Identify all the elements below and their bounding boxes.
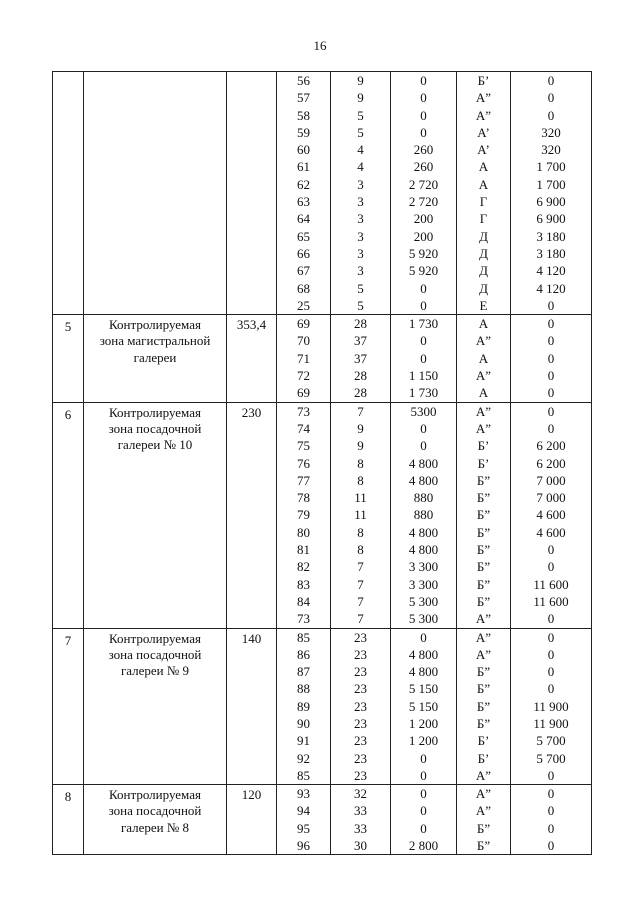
- value-b-cell: 0: [547, 664, 555, 680]
- value-a-cell: 1 730: [408, 385, 439, 401]
- value-b-column: [511, 785, 592, 855]
- value-a-cell: 0: [420, 124, 427, 140]
- zone-letter-cell: Б”: [476, 664, 491, 680]
- section-area: 140: [227, 628, 277, 785]
- zone-letter-cell: Д: [479, 263, 488, 279]
- value-a-cell: 260: [413, 142, 434, 158]
- section-name-line: зона посадочной: [108, 646, 202, 662]
- value-a-cell: 1 200: [408, 715, 439, 731]
- section-name-line: зона посадочной: [108, 420, 202, 436]
- point-number-cell: 86: [297, 646, 310, 662]
- zone-letter-cell: А: [478, 385, 489, 401]
- section-area: 120: [227, 785, 277, 855]
- value-a-cell: 5 300: [408, 611, 439, 627]
- point-count-cell: 3: [357, 245, 364, 261]
- value-a-cell: 0: [420, 786, 427, 802]
- zone-letter-cell: А”: [475, 403, 492, 419]
- value-b-cell: 0: [547, 542, 555, 558]
- value-a-cell: 4 800: [408, 524, 439, 540]
- value-b-cell: 320: [541, 142, 561, 158]
- zone-letter-cell: Б”: [476, 681, 491, 697]
- zone-letter-cell: Б’: [477, 73, 490, 88]
- value-a-cell: 0: [420, 280, 427, 296]
- point-number-cell: 67: [297, 263, 310, 279]
- section-name: [84, 72, 227, 315]
- point-number-cell: 84: [297, 593, 310, 609]
- value-b-cell: 4 120: [536, 280, 566, 296]
- zone-letter-cell: А”: [475, 786, 492, 802]
- zone-letter-cell: Б’: [477, 438, 490, 454]
- point-number-cell: 63: [297, 194, 310, 210]
- point-count-column: [331, 72, 391, 315]
- value-a-cell: 4 800: [408, 455, 439, 471]
- point-count-column: [331, 402, 391, 628]
- point-number-cell: 87: [297, 664, 310, 680]
- point-count-cell: 3: [357, 194, 364, 210]
- point-count-cell: 9: [357, 420, 364, 436]
- value-a-cell: 0: [420, 297, 427, 313]
- section-row: [53, 628, 592, 785]
- value-b-cell: 0: [547, 385, 555, 401]
- point-count-cell: 28: [354, 316, 367, 332]
- zone-letter-cell: Б’: [477, 455, 490, 471]
- zone-letter-cell: Б”: [476, 490, 491, 506]
- point-count-cell: 4: [357, 159, 364, 175]
- point-count-cell: 28: [354, 385, 367, 401]
- value-b-cell: 0: [547, 786, 555, 802]
- value-a-cell: 0: [420, 438, 427, 454]
- zone-letter-column: [457, 72, 511, 315]
- zone-letter-cell: Б”: [476, 559, 491, 575]
- zone-letter-cell: Г: [479, 194, 488, 210]
- value-a-cell: 260: [413, 159, 434, 175]
- zone-letter-cell: А: [478, 159, 489, 175]
- point-number-cell: 78: [297, 490, 310, 506]
- zone-letter-cell: А”: [475, 333, 492, 349]
- point-number-cell: 80: [297, 524, 310, 540]
- point-number-cell: 64: [297, 211, 310, 227]
- point-number-cell: 75: [297, 438, 310, 454]
- value-b-cell: 0: [547, 420, 555, 436]
- zone-letter-cell: Б”: [476, 576, 491, 592]
- value-b-cell: 320: [541, 124, 561, 140]
- section-name: [84, 402, 227, 628]
- value-a-cell: 1 730: [408, 316, 439, 332]
- value-b-cell: 6 200: [536, 455, 566, 471]
- value-a-cell: 5 300: [408, 593, 439, 609]
- value-a-cell: 5 150: [408, 681, 439, 697]
- point-number-cell: 77: [297, 472, 310, 488]
- point-number-cell: 25: [297, 297, 310, 313]
- point-count-cell: 9: [357, 90, 364, 106]
- point-count-column: [331, 785, 391, 855]
- value-a-cell: 4 800: [408, 542, 439, 558]
- value-b-cell: 0: [547, 629, 555, 645]
- point-number-cell: 57: [297, 90, 310, 106]
- point-number-cell: 82: [297, 559, 310, 575]
- value-a-cell: 0: [420, 803, 427, 819]
- section-name-line: Контролируемая: [109, 317, 201, 333]
- section-row: [53, 72, 592, 315]
- section-name: [84, 628, 227, 785]
- point-count-cell: 23: [354, 715, 367, 731]
- value-b-cell: 0: [547, 368, 555, 384]
- value-a-cell: 5300: [410, 403, 437, 419]
- section-number: 8: [53, 785, 84, 855]
- value-a-cell: 0: [420, 767, 427, 783]
- point-count-cell: 28: [354, 368, 367, 384]
- point-count-cell: 23: [354, 750, 367, 766]
- point-number-cell: 71: [297, 350, 310, 366]
- value-a-column: [391, 785, 457, 855]
- section-number: [53, 72, 84, 315]
- section-name-line: галереи № 8: [120, 819, 190, 835]
- section-number: 7: [53, 628, 84, 785]
- value-a-cell: 0: [420, 820, 427, 836]
- point-count-cell: 11: [354, 490, 367, 506]
- value-a-cell: 0: [420, 333, 427, 349]
- page-number: 16: [313, 38, 327, 53]
- zone-letter-cell: А”: [475, 646, 492, 662]
- point-number-cell: 89: [297, 698, 310, 714]
- zone-letter-cell: Д: [479, 228, 488, 244]
- zone-letter-cell: А”: [475, 107, 492, 123]
- value-b-cell: 0: [547, 73, 555, 88]
- zone-letter-cell: А’: [477, 142, 490, 158]
- point-count-cell: 8: [357, 524, 364, 540]
- point-number-column: [277, 785, 331, 855]
- value-a-column: [391, 628, 457, 785]
- value-b-cell: 7 000: [536, 490, 566, 506]
- zone-letter-cell: Б”: [476, 507, 491, 523]
- point-number-cell: 81: [297, 542, 310, 558]
- value-a-cell: 200: [413, 211, 434, 227]
- zone-letter-cell: Б”: [476, 838, 491, 854]
- coordinates-table: [52, 71, 592, 855]
- section-number: 6: [53, 402, 84, 628]
- point-count-cell: 5: [357, 280, 364, 296]
- point-count-cell: 23: [354, 664, 367, 680]
- point-number-cell: 83: [297, 576, 310, 592]
- point-count-cell: 7: [357, 576, 364, 592]
- point-number-cell: 69: [297, 316, 310, 332]
- value-a-cell: 1 200: [408, 733, 439, 749]
- point-number-cell: 88: [297, 681, 310, 697]
- value-a-cell: 4 800: [408, 646, 439, 662]
- point-count-cell: 11: [354, 507, 367, 523]
- value-b-cell: 6 900: [536, 194, 566, 210]
- value-b-cell: 0: [547, 316, 555, 332]
- section-number: 5: [53, 315, 84, 402]
- point-number-cell: 73: [297, 611, 310, 627]
- zone-letter-cell: Б”: [476, 542, 491, 558]
- point-number-cell: 90: [297, 715, 310, 731]
- value-a-cell: 3 300: [408, 559, 439, 575]
- value-a-cell: 0: [420, 629, 427, 645]
- point-count-cell: 3: [357, 176, 364, 192]
- section-name-line: зона посадочной: [108, 803, 202, 819]
- section-name-line: галереи № 10: [117, 437, 193, 453]
- point-number-cell: 85: [297, 629, 310, 645]
- value-b-cell: 3 180: [536, 228, 566, 244]
- zone-letter-cell: Б”: [476, 472, 491, 488]
- value-a-cell: 880: [413, 507, 434, 523]
- point-number-cell: 66: [297, 245, 310, 261]
- point-number-cell: 95: [297, 820, 310, 836]
- point-count-cell: 3: [357, 228, 364, 244]
- point-number-cell: 65: [297, 228, 310, 244]
- point-number-cell: 70: [297, 333, 310, 349]
- point-number-cell: 56: [297, 73, 310, 88]
- point-count-cell: 23: [354, 733, 367, 749]
- value-b-cell: 11 600: [533, 576, 569, 592]
- zone-letter-cell: Е: [479, 297, 488, 313]
- point-number-cell: 91: [297, 733, 310, 749]
- point-number-cell: 93: [297, 786, 310, 802]
- point-number-cell: 73: [297, 403, 310, 419]
- point-number-cell: 92: [297, 750, 310, 766]
- point-count-cell: 8: [357, 542, 364, 558]
- point-count-cell: 33: [354, 803, 367, 819]
- point-number-cell: 59: [297, 124, 310, 140]
- zone-letter-cell: А: [478, 176, 489, 192]
- value-a-cell: 4 800: [408, 664, 439, 680]
- point-number-column: [277, 628, 331, 785]
- value-b-cell: 0: [547, 820, 555, 836]
- value-a-cell: 3 300: [408, 576, 439, 592]
- point-number-column: [277, 315, 331, 402]
- point-number-cell: 58: [297, 107, 310, 123]
- point-count-cell: 8: [357, 472, 364, 488]
- value-b-cell: 0: [547, 107, 555, 123]
- value-b-cell: 4 600: [536, 524, 566, 540]
- zone-letter-cell: А: [478, 350, 489, 366]
- value-b-cell: 0: [547, 611, 555, 627]
- value-a-cell: 0: [420, 420, 427, 436]
- point-number-cell: 76: [297, 455, 310, 471]
- value-b-cell: 4 120: [536, 263, 566, 279]
- point-count-cell: 7: [357, 403, 364, 419]
- value-b-cell: 4 600: [536, 507, 566, 523]
- zone-letter-cell: А”: [475, 629, 492, 645]
- value-b-cell: 0: [547, 646, 555, 662]
- point-count-cell: 7: [357, 593, 364, 609]
- value-b-column: [511, 402, 592, 628]
- point-count-cell: 4: [357, 142, 364, 158]
- table-body: [53, 72, 592, 855]
- value-a-cell: 1 150: [408, 368, 439, 384]
- value-a-cell: 2 720: [408, 176, 439, 192]
- section-name: [84, 785, 227, 855]
- value-b-cell: 0: [547, 403, 555, 419]
- section-area: [227, 72, 277, 315]
- zone-letter-column: [457, 315, 511, 402]
- value-a-cell: 0: [420, 750, 427, 766]
- value-b-cell: 0: [547, 767, 555, 783]
- point-count-cell: 23: [354, 629, 367, 645]
- point-number-column: [277, 402, 331, 628]
- zone-letter-column: [457, 785, 511, 855]
- zone-letter-cell: А”: [475, 803, 492, 819]
- zone-letter-cell: Б’: [477, 750, 490, 766]
- point-count-column: [331, 628, 391, 785]
- zone-letter-cell: Б”: [476, 524, 491, 540]
- section-name-line: Контролируемая: [109, 404, 201, 420]
- point-count-cell: 7: [357, 611, 364, 627]
- value-b-cell: 11 900: [533, 698, 569, 714]
- value-b-cell: 0: [547, 559, 555, 575]
- zone-letter-cell: А”: [475, 611, 492, 627]
- value-b-cell: 11 900: [533, 715, 569, 731]
- point-number-column: [277, 72, 331, 315]
- section-row: [53, 785, 592, 855]
- value-b-cell: 0: [547, 681, 555, 697]
- point-count-cell: 5: [357, 107, 364, 123]
- value-a-cell: 2 720: [408, 194, 439, 210]
- section-name-line: галереи: [133, 349, 177, 365]
- value-b-cell: 6 900: [536, 211, 566, 227]
- point-number-cell: 72: [297, 368, 310, 384]
- point-count-cell: 23: [354, 698, 367, 714]
- zone-letter-cell: Д: [479, 280, 488, 296]
- value-b-column: [511, 72, 592, 315]
- point-count-cell: 37: [354, 333, 367, 349]
- value-a-column: [391, 402, 457, 628]
- section-name-line: галереи № 9: [120, 663, 190, 679]
- value-b-cell: 5 700: [536, 733, 566, 749]
- point-count-cell: 5: [357, 124, 364, 140]
- point-count-cell: 9: [357, 438, 364, 454]
- point-count-cell: 3: [357, 211, 364, 227]
- value-a-column: [391, 72, 457, 315]
- value-a-cell: 200: [413, 228, 434, 244]
- section-name-line: Контролируемая: [109, 630, 201, 646]
- section-name: [84, 315, 227, 402]
- point-count-cell: 23: [354, 681, 367, 697]
- point-count-cell: 33: [354, 820, 367, 836]
- section-name-line: Контролируемая: [109, 787, 201, 803]
- zone-letter-cell: А”: [475, 90, 492, 106]
- point-count-cell: 30: [354, 838, 367, 854]
- zone-letter-cell: Б”: [476, 698, 491, 714]
- point-number-cell: 94: [297, 803, 310, 819]
- value-a-cell: 5 920: [408, 245, 439, 261]
- point-count-cell: 23: [354, 646, 367, 662]
- section-name-line: зона магистральной: [99, 333, 211, 349]
- value-b-cell: 0: [547, 838, 555, 854]
- point-count-column: [331, 315, 391, 402]
- section-area: 353,4: [227, 315, 277, 402]
- value-b-cell: 1 700: [536, 176, 566, 192]
- zone-letter-column: [457, 402, 511, 628]
- point-number-cell: 85: [297, 767, 310, 783]
- value-a-cell: 5 920: [408, 263, 439, 279]
- point-count-cell: 9: [357, 73, 364, 88]
- point-count-cell: 23: [354, 767, 367, 783]
- value-a-cell: 880: [413, 490, 434, 506]
- zone-letter-cell: А”: [475, 420, 492, 436]
- section-row: [53, 315, 592, 402]
- point-number-cell: 61: [297, 159, 310, 175]
- value-b-cell: 3 180: [536, 245, 566, 261]
- point-number-cell: 96: [297, 838, 310, 854]
- zone-letter-column: [457, 628, 511, 785]
- value-b-cell: 0: [547, 90, 555, 106]
- point-number-cell: 74: [297, 420, 310, 436]
- value-a-cell: 0: [420, 107, 427, 123]
- value-a-cell: 5 150: [408, 698, 439, 714]
- point-count-cell: 3: [357, 263, 364, 279]
- point-number-cell: 60: [297, 142, 310, 158]
- value-b-cell: 7 000: [536, 472, 566, 488]
- point-count-cell: 32: [354, 786, 367, 802]
- value-b-cell: 0: [547, 297, 555, 313]
- value-b-column: [511, 315, 592, 402]
- zone-letter-cell: А”: [475, 767, 492, 783]
- zone-letter-cell: Б”: [476, 715, 491, 731]
- zone-letter-cell: Б’: [477, 733, 490, 749]
- value-a-cell: 4 800: [408, 472, 439, 488]
- zone-letter-cell: Г: [479, 211, 488, 227]
- point-count-cell: 37: [354, 350, 367, 366]
- value-a-cell: 0: [420, 90, 427, 106]
- value-a-cell: 2 800: [408, 838, 439, 854]
- zone-letter-cell: А: [478, 316, 489, 332]
- point-count-cell: 8: [357, 455, 364, 471]
- value-b-cell: 1 700: [536, 159, 566, 175]
- point-number-cell: 68: [297, 280, 310, 296]
- point-number-cell: 62: [297, 176, 310, 192]
- point-count-cell: 7: [357, 559, 364, 575]
- value-b-cell: 5 700: [536, 750, 566, 766]
- zone-letter-cell: А”: [475, 368, 492, 384]
- value-a-cell: 0: [420, 73, 427, 88]
- value-a-column: [391, 315, 457, 402]
- zone-letter-cell: Б”: [476, 593, 491, 609]
- zone-letter-cell: Д: [479, 245, 488, 261]
- section-row: [53, 402, 592, 628]
- point-count-cell: 5: [357, 297, 364, 313]
- value-b-cell: 0: [547, 350, 555, 366]
- section-area: 230: [227, 402, 277, 628]
- point-number-cell: 69: [297, 385, 310, 401]
- value-b-column: [511, 628, 592, 785]
- point-number-cell: 79: [297, 507, 310, 523]
- zone-letter-cell: Б”: [476, 820, 491, 836]
- value-b-cell: 6 200: [536, 438, 566, 454]
- value-b-cell: 0: [547, 333, 555, 349]
- value-b-cell: 11 600: [533, 593, 569, 609]
- value-a-cell: 0: [420, 350, 427, 366]
- value-b-cell: 0: [547, 803, 555, 819]
- zone-letter-cell: А’: [477, 124, 490, 140]
